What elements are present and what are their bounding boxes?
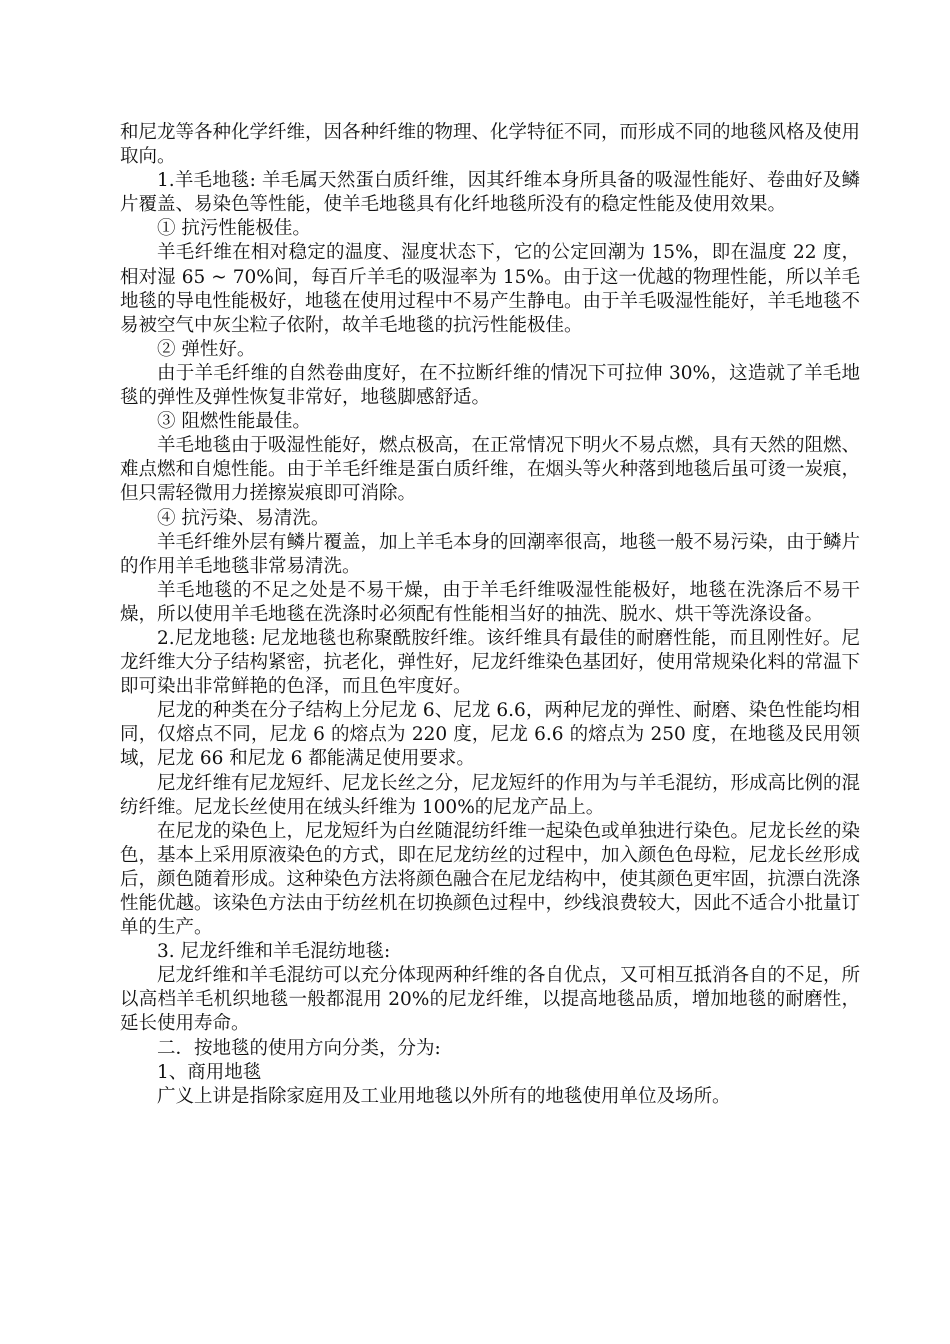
paragraph-easy-clean: 羊毛纤维外层有鳞片覆盖，加上羊毛本身的回潮率很高，地毯一般不易污染，由于鳞片的作用羊毛地毯非常易清洗。 [120,531,861,577]
paragraph-nylon-carpet: 2.尼龙地毯: 尼龙地毯也称聚酰胺纤维。该纤维具有最佳的耐磨性能，而且刚性好。尼龙纤维大分子结构紧密，抗老化，弹性好，尼龙纤维染色基团好，使用常规染化料的常温下即可染出非常鲜艳的色泽，而且色牢度好。 [120,627,861,698]
heading-stain-resistance: ① 抗污性能极佳。 [157,218,311,240]
paragraph-moisture-regain: 羊毛纤维在相对稳定的温度、湿度状态下，它的公定回潮为 15%，即在温度 22 度，相对湿 65 ~ 70%间，每百斤羊毛的吸湿率为 15%。由于这一优越的物理性能，所以羊毛地毯的导电性能极好，地毯在使用过程中不易产生静电。由于羊毛吸湿性能好，羊毛地毯不易被空气中灰尘粒子依附，故羊毛地毯的抗污性能极佳。 [120,242,861,336]
paragraph-wool-drawback: 羊毛地毯的不足之处是不易干燥，由于羊毛纤维吸湿性能极好，地毯在洗涤后不易干燥，所以使用羊毛地毯在洗涤时必须配有性能相当好的抽洗、脱水、烘干等洗涤设备。 [120,579,860,625]
paragraph-elasticity: 由于羊毛纤维的自然卷曲度好，在不拉断纤维的情况下可拉伸 30%，这造就了羊毛地毯的弹性及弹性恢复非常好，地毯脚感舒适。 [120,362,860,409]
paragraph-blend-carpet: 尼龙纤维和羊毛混纺可以充分体现两种纤维的各自优点，又可相互抵消各自的不足，所以高档羊毛机织地毯一般都混用 20%的尼龙纤维，以提高地毯品质，增加地毯的耐磨性，延长使用寿命。 [120,965,861,1035]
paragraph-nylon-types: 尼龙的种类在分子结构上分尼龙 6、尼龙 6.6，两种尼龙的弹性、耐磨、染色性能均相同，仅熔点不同，尼龙 6 的熔点为 220 度，尼龙 6.6 的熔点为 250 度，在地毯及民用领域，尼龙 66 和尼龙 6 都能满足使用要求。 [120,700,860,770]
paragraph-intro-continued: 和尼龙等各种化学纤维，因各种纤维的物理、化学特征不同，而形成不同的地毯风格及使用取向。 [120,122,861,168]
heading-elasticity: ② 弹性好。 [157,338,256,360]
paragraph-nylon-fibers: 尼龙纤维有尼龙短纤、尼龙长丝之分，尼龙短纤的作用为与羊毛混纺，形成高比例的混纺纤维。尼龙长丝使用在绒头纤维为 100%的尼龙产品上。 [120,772,861,818]
heading-flame-retardant: ③ 阻燃性能最佳。 [157,411,311,433]
paragraph-nylon-dyeing: 在尼龙的染色上，尼龙短纤为白丝随混纺纤维一起染色或单独进行染色。尼龙长丝的染色，基本上采用原液染色的方式，即在尼龙纺丝的过程中，加入颜色色母粒，尼龙长丝形成后，颜色随着形成。这种染色方法将颜色融合在尼龙结构中，使其颜色更牢固，抗漂白洗涤性能优越。该染色方法由于纺丝机在切换颜色过程中，纱线浪费较大，因此不适合小批量订单的生产。 [120,820,861,939]
heading-commercial-carpet: 1、商用地毯 [157,1061,262,1083]
document-page [120,121,860,1109]
heading-usage-classification: 二．按地毯的使用方向分类，分为: [157,1037,441,1059]
heading-easy-clean: ④ 抗污染、易清洗。 [157,507,330,529]
paragraph-flame-retardant: 羊毛地毯由于吸湿性能好，燃点极高，在正常情况下明火不易点燃，具有天然的阻燃、难点燃和自熄性能。由于羊毛纤维是蛋白质纤维，在烟头等火种落到地毯后虽可烫一炭痕，但只需轻微用力搓擦炭痕即可消除。 [120,435,861,505]
heading-blend-carpet: 3. 尼龙纤维和羊毛混纺地毯: [157,941,391,963]
paragraph-commercial-carpet: 广义上讲是指除家庭用及工业用地毯以外所有的地毯使用单位及场所。 [157,1085,731,1107]
paragraph-wool-carpet: 1.羊毛地毯: 羊毛属天然蛋白质纤维，因其纤维本身所具备的吸湿性能好、卷曲好及鳞片覆盖、易染色等性能，使羊毛地毯具有化纤地毯所没有的稳定性能及使用效果。 [120,170,860,216]
